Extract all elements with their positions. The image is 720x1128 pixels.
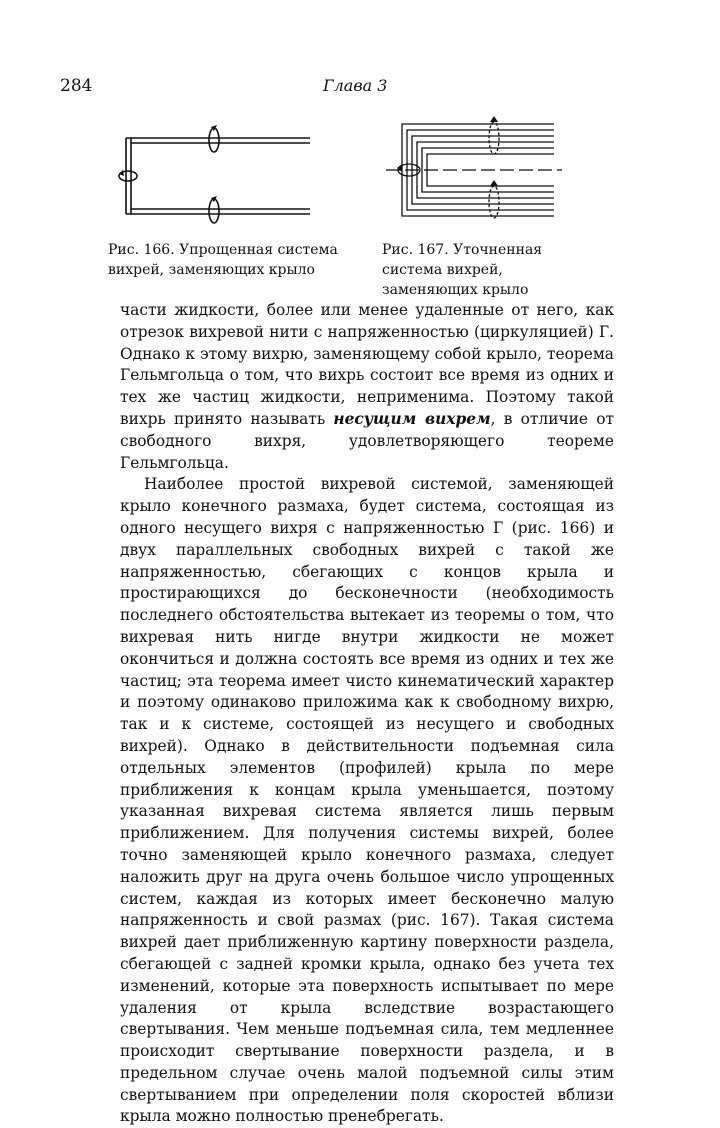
arrow-up xyxy=(490,116,498,122)
term-bound-vortex: несущим вихрем xyxy=(333,409,491,428)
body-text xyxy=(120,300,614,1128)
figure-167-caption: Рис. 167. Уточненная система вихрей, заменяющих крыло xyxy=(382,242,543,298)
figure-166 xyxy=(110,118,340,228)
page-number: 284 xyxy=(60,76,93,96)
arrow-up-lower xyxy=(490,180,498,186)
figure-167 xyxy=(384,116,574,228)
circulation-mark-lower xyxy=(209,199,219,223)
circulation-mark-upper xyxy=(489,122,499,154)
running-head: Глава 3 xyxy=(323,76,388,95)
figure-166-diagram xyxy=(110,118,340,228)
figure-166-caption: Рис. 166. Упрощенная система вихрей, заменяющих крыло xyxy=(108,242,338,278)
paragraph-2: Наиболее простой вихревой системой, заменяющей крыло конечного размаха, будет система, состоящая из одного несущего вихря с напряженностью Г (рис. 166) и двух параллельных свободных вихрей с такой же напряженностью, сбегающих с концов крыла и простирающихся до бесконечности (необходимость последнего обстоятельства вытекает из теоремы о том, что вихревая нить нигде внутри жидкости не может окончиться и должна состоять все время из одних и тех же частиц; эта теорема имеет чисто кинематический характер и поэтому одинаково приложима как к свободному вихрю, так и к системе, состоящей из несущего и свободных вихрей). Однако в действительности подъемная сила отдельных элементов (профилей) крыла по мере приближения к концам крыла уменьшается, поэтому указанная вихревая система является лишь первым приближением. Для получения системы вихрей, более точно заменяющей крыло конечного размаха, следует наложить друг на друга очень большое число упрощенных систем, каждая из которых имеет бесконечно малую напряженность и свой размах (рис. 167). Такая система вихрей дает приближенную картину поверхности раздела, сбегающей с задней кромки крыла, однако без учета тех изменений, которые эта поверхность испытывает по мере удаления от крыла вследствие возрастающего свертывания. Чем меньше подъемная сила, тем медленнее происходит свертывание поверхности раздела, и в предельном случае очень малой подъемной силы этим свертыванием при определении поля скоростей вблизи крыла можно полностью пренебрегать. xyxy=(120,475,614,1126)
circulation-mark-upper xyxy=(209,128,219,152)
figure-167-diagram xyxy=(384,116,574,228)
paragraph-1-start: части жидкости, более или менее удаленные от него, как отрезок вихревой нити с напряженностью (циркуляцией) Г. Однако к этому вихрю, заменяющему собой крыло, теорема Гельмгольца о том, что вихрь состоит все время из одних и тех же частиц жидкости, неприменима. Поэтому такой вихрь принято называть xyxy=(120,301,614,428)
circulation-mark-lower xyxy=(489,186,499,218)
paragraph-1 xyxy=(120,300,614,474)
paragraph-1-end: , в отличие от свободного вихря, удовлетворяющего теореме Гельмгольца. xyxy=(120,409,614,472)
